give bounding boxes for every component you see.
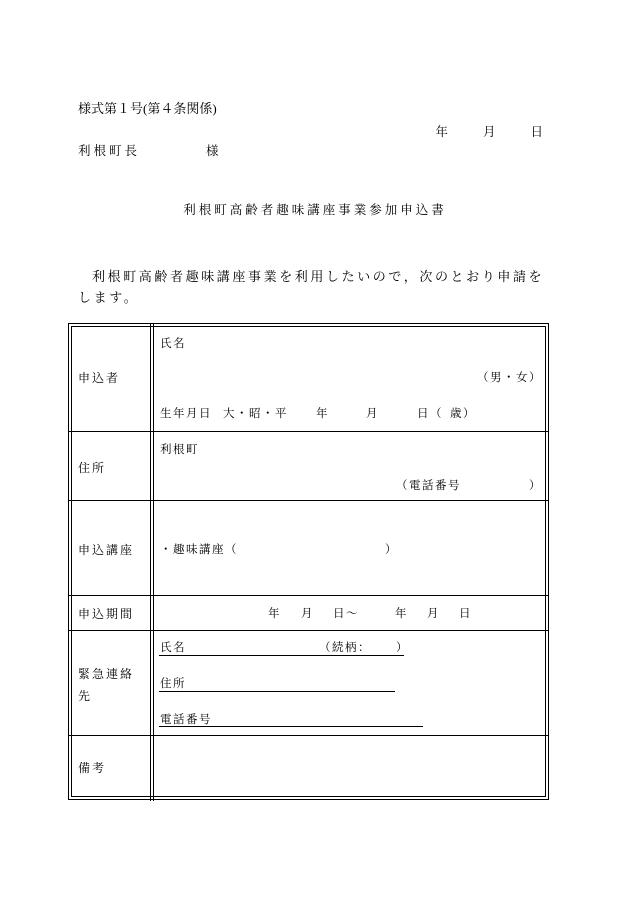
emergency-relation: （続柄： [319, 640, 371, 654]
remarks-field[interactable] [153, 736, 548, 801]
document-title: 利根町高齢者趣味講座事業参加申込書 [183, 202, 447, 217]
period-end-day: 日 [459, 606, 472, 620]
address-field[interactable] [153, 432, 548, 500]
applicant-name-label: 氏名 [160, 336, 186, 350]
period-label: 申込期間 [78, 607, 135, 621]
remarks-label: 備考 [78, 761, 107, 775]
addressee-honorific: 様 [206, 143, 222, 158]
era-choice[interactable]: 大・昭・平 [223, 406, 288, 420]
period-start-day: 日～ [333, 606, 359, 620]
emergency-name-underline [159, 655, 404, 656]
period-end-year: 年 [395, 606, 408, 620]
address-town: 利根町 [160, 442, 199, 456]
applicant-field[interactable] [153, 324, 548, 431]
date-day: 日 [530, 124, 544, 139]
course-prefix: ・趣味講座（ [160, 542, 238, 556]
address-label: 住所 [78, 461, 107, 475]
emergency-relation-close: ） [396, 640, 409, 654]
emergency-phone-underline [159, 726, 423, 727]
date-month: 月 [482, 124, 497, 139]
phone-label: （電話番号 [396, 478, 461, 492]
applicant-row [69, 324, 548, 431]
period-end-month: 月 [427, 606, 440, 620]
phone-close: ） [529, 478, 542, 492]
emergency-name-label: 氏名 [160, 640, 186, 654]
age: 歳） [450, 406, 476, 420]
emergency-row [69, 630, 548, 735]
birth-year: 年 [316, 406, 329, 420]
date-year: 年 [435, 124, 449, 139]
form-number: 様式第１号(第４条関係) [78, 101, 217, 116]
birth-month: 月 [366, 406, 379, 420]
gender-choice[interactable]: （男・女） [477, 370, 542, 384]
birth-day: 日（ [417, 406, 443, 420]
emergency-label: 緊急連絡先 [78, 667, 135, 703]
period-start-month: 月 [301, 606, 314, 620]
period-field[interactable] [153, 596, 548, 630]
addressee-name: 利根町長 [78, 143, 141, 158]
emergency-address-label: 住所 [160, 676, 186, 690]
application-form-table [68, 323, 549, 800]
address-row [69, 431, 548, 500]
addressee [78, 141, 222, 159]
course-close: ） [385, 542, 398, 556]
course-label: 申込講座 [78, 543, 135, 557]
applicant-label: 申込者 [78, 371, 121, 385]
emergency-field[interactable] [153, 631, 548, 735]
emergency-phone-label: 電話番号 [160, 712, 212, 726]
birth-date-label: 生年月日 [160, 406, 212, 420]
course-row [69, 500, 548, 595]
course-field[interactable] [153, 501, 548, 595]
emergency-address-underline [159, 691, 395, 692]
period-start-year: 年 [268, 606, 281, 620]
application-date [435, 122, 544, 140]
intro-text: 利根町高齢者趣味講座事業を利用したいので，次のとおり申請をします。 [78, 270, 545, 306]
period-row [69, 595, 548, 630]
remarks-row [69, 735, 548, 801]
